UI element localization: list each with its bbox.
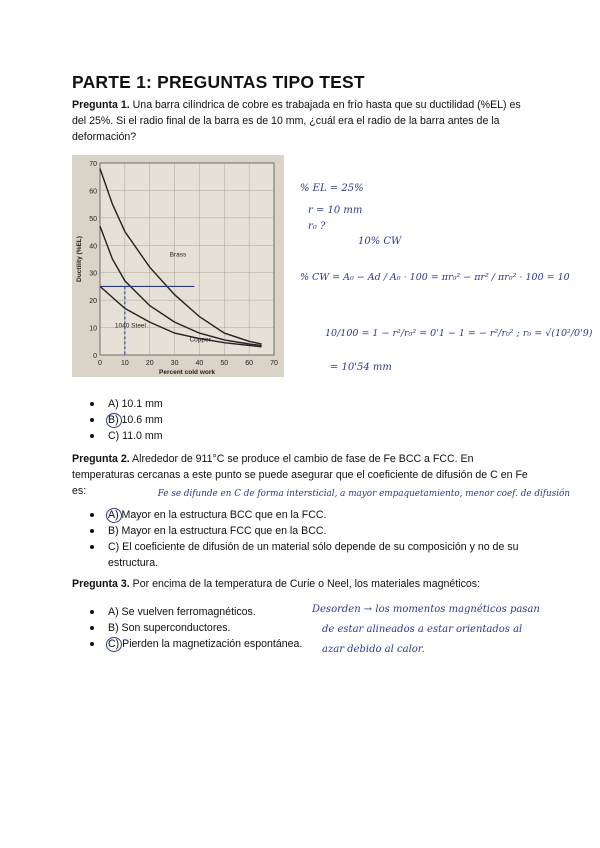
question-1: [72, 97, 532, 145]
q3-option-c[interactable]: [90, 636, 302, 652]
q2-option-a[interactable]: [90, 507, 528, 523]
question-1-label: Pregunta 1.: [72, 99, 130, 111]
ductility-chart: [72, 155, 284, 377]
x-tick-label: 20: [145, 360, 154, 367]
y-axis-label: Ductility (%EL): [76, 236, 83, 282]
y-tick-label: 70: [89, 161, 97, 168]
y-tick-label: 20: [89, 298, 97, 306]
selected-answer-circle: [106, 637, 122, 652]
q1-option-b[interactable]: [90, 412, 163, 428]
series-label-steel: 1040 Steel: [114, 322, 147, 330]
x-axis-label: Percent cold work: [159, 369, 215, 376]
note-q1-line7: = 10'54 mm: [330, 362, 392, 373]
series-label-copper: Copper: [189, 336, 211, 344]
x-tick-label: 0: [98, 360, 102, 367]
q3-option-c-text: C) Pierden la magnetización espontánea.: [108, 638, 303, 650]
y-tick-label: 60: [89, 188, 97, 196]
y-tick-label: 40: [89, 243, 97, 251]
note-q3-line1: Desorden → los momentos magnéticos pasan: [312, 604, 540, 615]
q2-option-a-text: A) Mayor en la estructura BCC que en la FCC.: [108, 509, 327, 521]
y-tick-label: 0: [93, 353, 97, 360]
x-tick-label: 10: [120, 360, 129, 367]
q2-option-b[interactable]: B) Mayor en la estructura FCC que en la BCC.: [90, 523, 528, 539]
q1-option-b-text: B) 10.6 mm: [108, 414, 163, 426]
question-3: [72, 576, 532, 592]
note-q1-line5: % CW = A₀ − Ad / A₀ · 100 = πr₀² − πr² / πr₀² · 100 = 10: [300, 272, 570, 283]
q2-option-c[interactable]: [90, 539, 528, 571]
page-title: PARTE 1: PREGUNTAS TIPO TEST: [72, 72, 365, 92]
ductility-chart-svg: [72, 155, 284, 377]
question-2-text: Alrededor de 911°C se produce el cambio de fase de Fe BCC a FCC. En temperaturas cercanas a este punto se puede asegurar que el coeficiente de difusión de C en Fe es:: [72, 453, 528, 497]
question-1-text: Una barra cilíndrica de cobre es trabajada en frío hasta que su ductilidad (%EL) es del 25%. Si el radio final de la barra es de 10 mm, ¿cuál era el radio de la barra antes de la deformación?: [72, 99, 521, 143]
note-q1-line3: r₀ ?: [308, 221, 326, 232]
x-tick-label: 60: [245, 360, 254, 367]
question-2-label: Pregunta 2.: [72, 453, 130, 465]
q2-option-c-text: C) El coeficiente de difusión de un material sólo depende de su composición y no de su estructura.: [108, 541, 519, 569]
series-label-brass: Brass: [169, 251, 187, 259]
y-tick-label: 10: [89, 325, 97, 333]
note-q3-line3: azar debido al calor.: [322, 644, 425, 655]
x-tick-label: 30: [170, 360, 179, 367]
x-tick-label: 70: [270, 360, 278, 367]
q1-option-c[interactable]: C) 11.0 mm: [90, 428, 163, 444]
note-q1-line2: r = 10 mm: [308, 205, 363, 216]
selected-answer-circle: [106, 508, 122, 523]
q3-option-b[interactable]: B) Son superconductores.: [90, 620, 302, 636]
x-tick-label: 40: [195, 360, 204, 367]
question-3-options: [90, 604, 302, 652]
question-2-options: [90, 507, 528, 571]
question-1-options: [90, 396, 163, 444]
x-tick-label: 50: [220, 360, 229, 367]
question-3-text: Por encima de la temperatura de Curie o Neel, los materiales magnéticos:: [129, 578, 481, 590]
note-q2: Fe se difunde en C de forma intersticial, a mayor empaquetamiento, menor coef. de difusión: [157, 489, 570, 499]
y-tick-label: 50: [89, 215, 97, 223]
note-q1-line4: 10% CW: [358, 236, 402, 247]
selected-answer-circle: [106, 413, 122, 428]
note-q1-line1: % EL = 25%: [300, 183, 364, 194]
note-q3-line2: de estar alineados a estar orientados al: [322, 624, 523, 635]
q3-option-a[interactable]: A) Se vuelven ferromagnéticos.: [90, 604, 302, 620]
question-3-label: Pregunta 3.: [72, 578, 130, 590]
note-q1-line6: 10/100 = 1 − r²/r₀² = 0'1 − 1 = − r²/r₀² ; r₀ = √(10²/0'9): [325, 328, 593, 339]
y-tick-label: 30: [89, 270, 97, 278]
q1-option-a[interactable]: A) 10.1 mm: [90, 396, 163, 412]
